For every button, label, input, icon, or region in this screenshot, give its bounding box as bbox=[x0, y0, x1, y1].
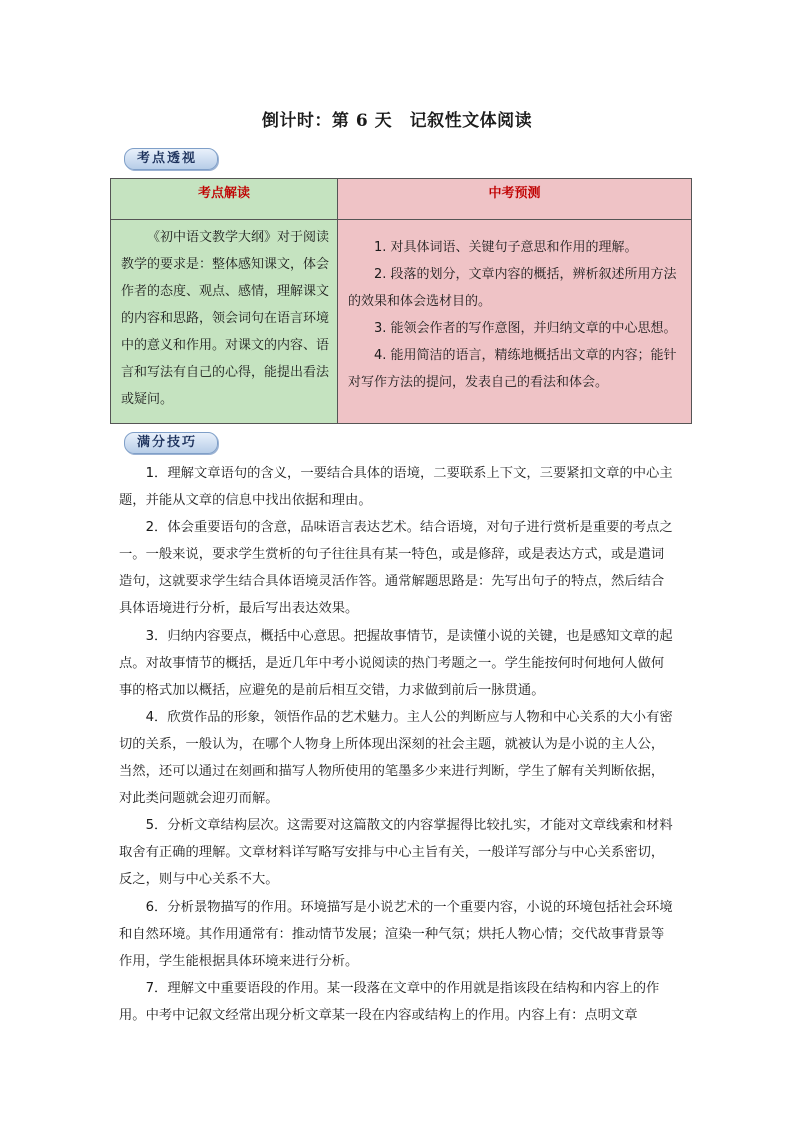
exam-points-table bbox=[110, 178, 692, 424]
exam-forecast-list bbox=[338, 220, 692, 424]
forecast-item: 1. 对具体词语、关键句子意思和作用的理解。 bbox=[374, 240, 638, 255]
tip-paragraph: 7．理解文中重要语段的作用。某一段落在文章中的作用就是指该段在结构和内容上的作用。中考中记叙文经常出现分析文章某一段在内容或结构上的作用。内容上有：点明文章 bbox=[119, 980, 660, 1023]
forecast-item: 4. 能用简洁的语言，精练地概括出文章的内容；能针对写作方法的提问，发表自己的看法和体会。 bbox=[348, 348, 677, 390]
tips-body bbox=[119, 460, 675, 1029]
tip-paragraph: 1．理解文章语句的含义，一要结合具体的语境，二要联系上下文，三要紧扣文章的中心主题，并能从文章的信息中找出依据和理由。 bbox=[119, 466, 673, 509]
header-right: 中考预测 bbox=[338, 179, 692, 220]
section-badge-tips: 满分技巧 bbox=[124, 432, 218, 454]
header-left: 考点解读 bbox=[111, 179, 338, 220]
page-title: 倒计时：第 6 天 记叙性文体阅读 bbox=[261, 111, 533, 131]
tip-paragraph: 5．分析文章结构层次。这需要对这篇散文的内容掌握得比较扎实，才能对文章线索和材料取舍有正确的理解。文章材料详写略写安排与中心主旨有关，一般详写部分与中心关系密切，反之，则与中心关系不大。 bbox=[119, 818, 673, 888]
forecast-item: 3. 能领会作者的写作意图，并归纳文章的中心思想。 bbox=[374, 321, 677, 336]
section-badge-exam-points: 考点透视 bbox=[124, 148, 218, 170]
tip-paragraph: 4．欣赏作品的形象，领悟作品的艺术魅力。主人公的判断应与人物和中心关系的大小有密切的关系，一般认为，在哪个人物身上所体现出深刻的社会主题，就被认为是小说的主人公，当然，还可以通过在刻画和描写人物所使用的笔墨多少来进行判断，学生了解有关判断依据，对此类问题就会迎刃而解。 bbox=[119, 709, 673, 807]
exam-interpretation-text: 《初中语文教学大纲》对于阅读教学的要求是：整体感知课文，体会作者的态度、观点、感情，理解课文的内容和思路，领会词句在语言环境中的意义和作用。对课文的内容、语言和写法有自己的心得，能提出看法或疑问。 bbox=[111, 220, 338, 424]
tip-paragraph: 3．归纳内容要点，概括中心意思。把握故事情节，是读懂小说的关键，也是感知文章的起点。对故事情节的概括，是近几年中考小说阅读的热门考题之一。学生能按何时何地何人做何事的格式加以概括，应避免的是前后相互交错，力求做到前后一脉贯通。 bbox=[119, 628, 673, 698]
tip-paragraph: 6．分析景物描写的作用。环境描写是小说艺术的一个重要内容，小说的环境包括社会环境和自然环境。其作用通常有：推动情节发展；渲染一种气氛；烘托人物心情；交代故事背景等作用，学生能根据具体环境来进行分析。 bbox=[119, 899, 673, 969]
tip-paragraph: 2．体会重要语句的含意，品味语言表达艺术。结合语境，对句子进行赏析是重要的考点之一。一般来说，要求学生赏析的句子往往具有某一特色，或是修辞，或是表达方式，或是遣词造句，这就要求学生结合具体语境灵活作答。通常解题思路是：先写出句子的特点，然后结合具体语境进行分析，最后写出表达效果。 bbox=[119, 520, 673, 617]
forecast-item: 2. 段落的划分，文章内容的概括，辨析叙述所用方法的效果和体会选材目的。 bbox=[348, 267, 677, 309]
